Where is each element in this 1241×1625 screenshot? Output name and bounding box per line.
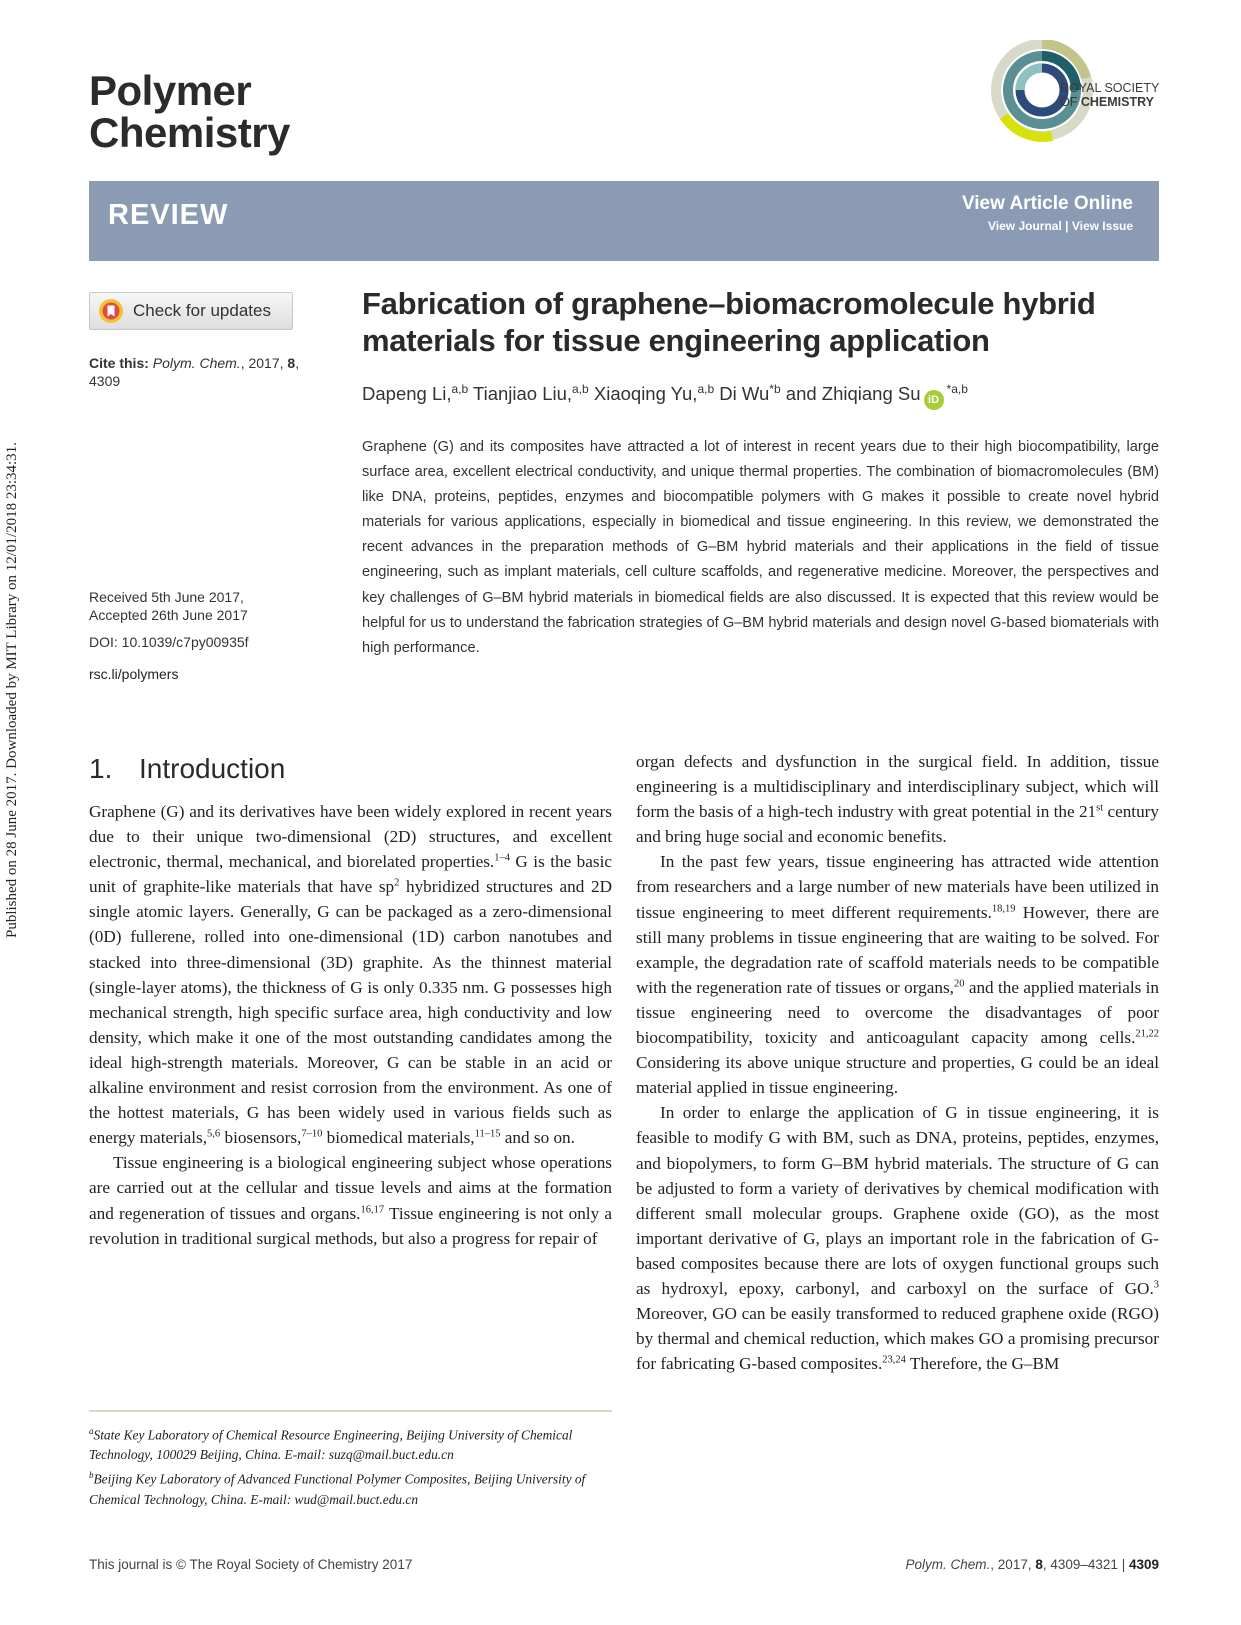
citation-superscript[interactable]: 23,24 [882,1354,906,1366]
bookmark-badge-icon [98,298,124,324]
paragraph-text: In order to enlarge the application of G in tissue engineering, it is feasible to modify G with BM, such as DNA, proteins, peptides, enzymes, and biopolymers, to form G–BM hybrid materials. The structure of G can be adjusted to form a variety of derivatives by chemical modification with different small molecular groups. Graphene oxide (GO), as the most important derivative of G, plays an important role in the fabrication of G-based composites because there are lots of oxygen functional groups such as hydroxyl, epoxy, carbonyl, and carboxyl on the surface of GO. [636,1103,1159,1298]
footer-journal: Polym. Chem. [905,1557,991,1572]
body-paragraph [636,1100,1159,1376]
body-paragraph [89,799,612,1150]
author-name: and Zhiqiang Su [780,383,921,405]
footnote-text: Beijing Key Laboratory of Advanced Functional Polymer Composites, Beijing University of Chemical Technology, China. E-mail: wud@mail.buct.edu.cn [89,1471,586,1507]
journal-title-line2: Chemistry [89,109,290,156]
body-paragraph [89,1150,612,1250]
cite-year: , 2017, [240,355,288,371]
paragraph-text: and the applied materials in tissue engineering need to overcome the disadvantages of poor biocompatibility, toxicity and anticoagulant capacity among cells. [636,977,1160,1048]
paragraph-text: Tissue engineering is not only a revolution in traditional surgical methods, but also a progress for repair of [89,1203,613,1248]
paragraph-text: Considering its above unique structure and properties, G could be an ideal material applied in tissue engineering. [636,1053,1159,1098]
footnote-mark: a [89,1426,94,1436]
footer-copyright: This journal is © The Royal Society of Chemistry 2017 [89,1557,413,1572]
footer-volume: 8 [1035,1557,1043,1572]
author-name: Di Wu [714,383,770,405]
rsc-logo [990,40,1160,150]
footer-separator: | [1117,1557,1129,1572]
author-list [362,382,1162,410]
journal-title [89,67,290,156]
paragraph-text: Graphene (G) and its derivatives have been widely explored in recent years due to their unique two-dimensional (2D) structures, and excellent electronic, thermal, mechanical, and biorelated properties. [89,802,612,872]
download-stamp: Published on 28 June 2017. Downloaded by MIT Library on 12/01/2018 23:34:31. [4,442,20,938]
cite-page: , 4309 [89,355,300,389]
cite-prefix: Cite this: [89,355,153,371]
article-type-label: REVIEW [108,199,229,231]
footnotes [89,1421,612,1510]
author-name: Tianjiao Liu, [468,383,573,405]
footnote-b [89,1465,612,1509]
rsc-logo-icon [990,40,1160,150]
author-affiliation: a,b [451,382,469,396]
cite-journal: Polym. Chem. [152,355,241,371]
check-for-updates-button[interactable] [89,292,293,330]
author-name: Dapeng Li, [362,383,452,405]
section-title: Introduction [139,753,286,784]
citation-superscript[interactable]: 7–10 [301,1128,323,1140]
footer-pages: , 4309–4321 [1042,1557,1118,1572]
check-for-updates-label: Check for updates [133,301,271,320]
author-affiliation: a,b [697,382,715,396]
accepted-date: Accepted 26th June 2017 [89,607,248,623]
citation-superscript[interactable]: 16,17 [360,1203,385,1215]
footer-citation [906,1557,1159,1572]
publication-dates [89,588,329,624]
rsc-logo-line2-prefix: OF [1060,95,1081,109]
view-issue-link[interactable]: View Issue [1071,219,1133,233]
journal-title-line1: Polymer [89,67,252,114]
author-affiliation: a,b [572,382,589,396]
citation-superscript[interactable]: 18,19 [991,902,1016,914]
article-type-banner [89,181,1159,261]
body-paragraph [636,849,1159,1100]
citation-superscript[interactable]: 5,6 [207,1128,221,1140]
section-number: 1. [89,753,113,784]
citation-superscript[interactable]: 1–4 [494,852,510,864]
footnote-a [89,1421,612,1465]
paragraph-text: Tissue engineering is a biological engineering subject whose operations are carried out at the cellular and tissue levels and aims at the formation and regeneration of tissues and organs. [89,1153,612,1223]
journal-short-link[interactable]: rsc.li/polymers [89,666,179,682]
citation-superscript[interactable]: st [1096,802,1104,814]
received-date: Received 5th June 2017, [89,589,244,605]
rsc-logo-line1: ROYAL SOCIETY [1060,81,1160,95]
citation-superscript[interactable]: 2 [394,877,400,889]
citation-superscript[interactable]: 21,22 [1135,1028,1159,1040]
author-name: Xiaoqing Yu, [588,383,698,405]
footnote-divider [89,1410,612,1412]
cite-volume: 8 [287,355,296,371]
citation-superscript[interactable]: 20 [953,978,965,990]
paragraph-text: and so on. [500,1128,575,1148]
body-paragraph [636,749,1159,849]
paragraph-text: hybridized structures and 2D single atomic layers. Generally, G can be packaged as a zero-dimensional (0D) fullerene, rolled into one-dimensional (1D) carbon nanotubes and stacked into three-dimensional (3D) graphite. As the thinnest material (single-layer atoms), the thickness of G is only 0.335 nm. G possesses high mechanical strength, high specific surface area, high conductivity and low density, which make it one of the most outstanding candidates among the ideal high-strength materials. Moreover, G can be stable in an acid or alkaline environment and resist corrosion from the environment. As one of the hottest materials, G has been widely used in various fields such as energy materials, [89,877,612,1148]
paragraph-text: Therefore, the G–BM [905,1354,1060,1374]
orcid-icon[interactable]: iD [924,390,944,410]
paragraph-text: biomedical materials, [322,1128,475,1148]
paragraph-text: biosensors, [220,1128,302,1148]
paragraph-text: G is the basic unit of graphite-like materials that have sp [89,852,612,897]
view-article-online-link[interactable]: View Article Online [961,193,1133,214]
citation-superscript[interactable]: 11–15 [474,1128,501,1140]
rsc-logo-line2-bold: CHEMISTRY [1080,95,1154,109]
paragraph-text: organ defects and dysfunction in the surgical field. In addition, tissue engineering is a multidisciplinary and interdisciplinary subject, which will form the basis of a high-tech industry with great potential in the 21 [636,752,1159,822]
svg-text:OF CHEMISTRY [1060,95,1155,109]
link-separator: | [1061,219,1072,233]
view-sub-links [962,219,1133,233]
footnote-mark: b [89,1470,94,1481]
abstract: Graphene (G) and its composites have attracted a lot of interest in recent years due to their high biocompatibility, large surface area, excellent electrical conductivity, and unique thermal properties. The combination of biomacromolecules (BM) like DNA, proteins, peptides, enzymes and biocompatible polymers with G makes it possible to create novel hybrid materials for various applications, especially in biomedical and tissue engineering. In this review, we demonstrated the recent advances in the preparation methods of G–BM hybrid materials and their applications in the field of tissue engineering, such as implant materials, cell culture scaffolds, and regenerative medicine. Moreover, the perspectives and key challenges of G–BM hybrid materials in biomedical fields are also discussed. It is expected that this review would be helpful for us to understand the fabrication strategies of G–BM hybrid materials and design novel G-based biomaterials with high performance. [362,439,1159,656]
paragraph-text: However, there are still many problems in tissue engineering that are waiting to be solved. For example, the degradation rate of scaffold materials needs to be compatible with the regeneration rate of tissues or organs, [636,902,1159,997]
banner-links [962,193,1133,233]
body-column-left [89,799,612,1251]
footer-year: , 2017, [990,1557,1036,1572]
doi[interactable]: DOI: 10.1039/c7py00935f [89,634,249,650]
paragraph-text: century and bring huge social and economic benefits. [636,802,1159,847]
author-affiliation: *a,b [946,382,968,396]
citation-superscript[interactable]: 3 [1153,1279,1159,1291]
section-heading [89,753,285,785]
article-title: Fabrication of graphene–biomacromolecule hybrid materials for tissue engineering application [362,286,1096,358]
body-column-right [636,749,1159,1376]
view-journal-link[interactable]: View Journal [988,219,1062,233]
citation-info [89,354,329,390]
author-affiliation: *b [769,382,781,396]
footer-page-number: 4309 [1128,1557,1159,1572]
paragraph-text: In the past few years, tissue engineering has attracted wide attention from researchers and a large number of new materials have been utilized in tissue engineering to meet different requirements. [636,852,1159,922]
paragraph-text: Moreover, GO can be easily transformed to reduced graphene oxide (RGO) by thermal and chemical reduction, which makes GO a promising precursor for fabricating G-based composites. [636,1304,1159,1374]
footnote-text: State Key Laboratory of Chemical Resource Engineering, Beijing University of Chemical Technology, 100029 Beijing, China. E-mail: suzq@mail.buct.edu.cn [89,1427,573,1463]
